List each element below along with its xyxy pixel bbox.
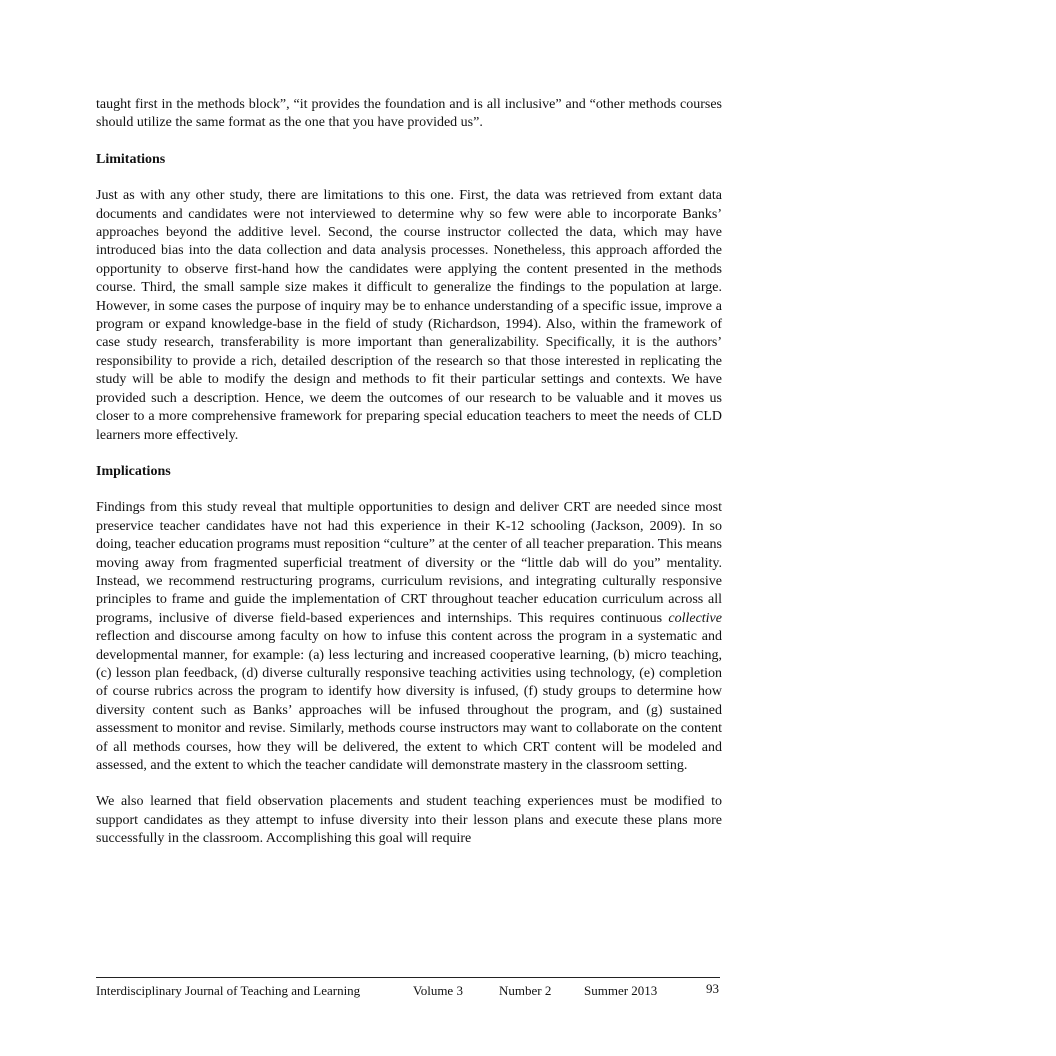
- implications-heading: Implications: [96, 463, 171, 479]
- intro-paragraph: taught first in the methods block”, “it provides the foundation and is all inclusive” and “other methods courses should utilize the same format as the one that you have provided us”.: [96, 97, 722, 131]
- footer-issue-number: Number 2: [499, 983, 552, 998]
- implications-text-a: Findings from this study reveal that multiple opportunities to design and deliver CRT are needed since most preservice teacher candidates have not had this experience in their K-12 schooling (Jackson, 2009). In so doing, teacher education programs must reposition “culture” at the center of all teacher preparation. This means moving away from fragmented superficial treatment of diversity or the “little dab will do you” mentality. Instead, we recommend restructuring programs, curriculum revisions, and integrating culturally responsive principles to frame and guide the implementation of CRT throughout teacher education curriculum across all programs, inclusive of diverse field-based experiences and internships. This requires continuous: [96, 500, 722, 626]
- footer-page-number: 93: [706, 981, 719, 996]
- emphasis-collective: collective: [668, 610, 722, 626]
- footer-journal-name: Interdisciplinary Journal of Teaching and Learning: [96, 983, 361, 998]
- implications-paragraph-1: [96, 499, 722, 775]
- limitations-heading: Limitations: [96, 151, 166, 167]
- footer-volume: Volume 3: [413, 983, 463, 998]
- limitations-paragraph: Just as with any other study, there are limitations to this one. First, the data was retrieved from extant data documents and candidates were not interviewed to determine why so few were able to incorporate Banks’ approaches beyond the additive level. Second, the course instructor collected the data, which may have introduced bias into the data collection and data analysis processes. Nonetheless, this approach afforded the opportunity to observe first-hand how the candidates were applying the content presented in the methods course. Third, the small sample size makes it difficult to generalize the findings to the population at large. However, in some cases the purpose of inquiry may be to enhance understanding of a specific issue, improve a program or expand knowledge-base in the field of study (Richardson, 1994). Also, within the framework of case study research, transferability is more important than generalizability. Specifically, it is the authors’ responsibility to provide a rich, detailed description of the research so that those interested in replicating the study will be able to modify the design and methods to fit their particular settings and contexts. We have provided such a description. Hence, we deem the outcomes of our research to be valuable and it moves us closer to a more comprehensive framework for preparing special education teachers to meet the needs of CLD learners more effectively.: [96, 188, 722, 443]
- page-footer: [96, 983, 720, 1003]
- implications-text-b: reflection and discourse among faculty on how to infuse this content across the program in a systematic and developmental manner, for example: (a) less lecturing and increased cooperative learning, (b) micro teaching, (c) lesson plan feedback, (d) diverse culturally responsive teaching activities using technology, (e) completion of course rubrics across the program to identify how diversity is infused, (f) study groups to determine how diversity content such as Banks’ approaches will be infused throughout the program, and (g) sustained assessment to monitor and revise. Similarly, methods course instructors may want to collaborate on the content of all methods courses, how they will be delivered, the extent to which CRT content will be modeled and assessed, and the extent to which the teacher candidate will demonstrate mastery in the classroom setting.: [96, 629, 722, 773]
- footer-season: Summer 2013: [584, 983, 658, 998]
- implications-paragraph-2: We also learned that field observation placements and student teaching experiences must be modified to support candidates as they attempt to infuse diversity into their lesson plans and execute these plans more successfully in the classroom. Accomplishing this goal will require: [96, 794, 722, 847]
- footer-divider: [96, 977, 720, 978]
- page-body: [96, 96, 722, 849]
